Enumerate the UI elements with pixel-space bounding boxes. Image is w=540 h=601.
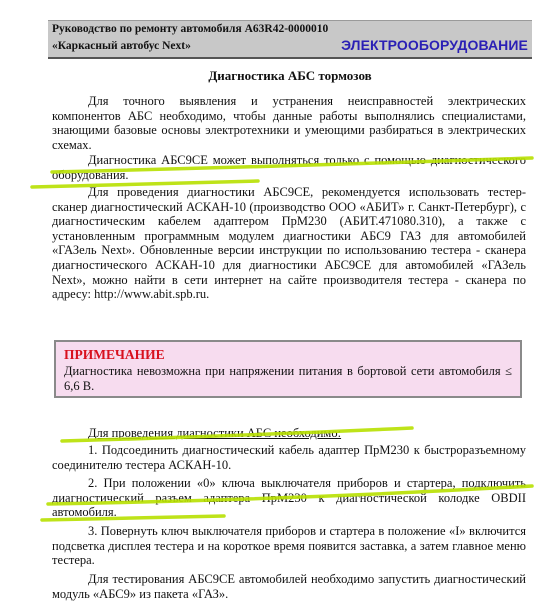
step-1: 1. Подсоединить диагностический кабель адаптер ПрМ230 к быстроразъемному соединителю тестера АСКАН-10.: [52, 443, 526, 472]
page-title: Диагностика АБС тормозов: [208, 68, 372, 83]
steps-heading: Для проведения диагностики АБС необходимо:: [88, 426, 342, 440]
step-4: Для тестирования АБС9СЕ автомобилей необходимо запустить диагностический модуль «АБС9» из пакета «ГАЗ».: [52, 572, 526, 601]
section-title: ЭЛЕКТРООБОРУДОВАНИЕ: [341, 37, 528, 53]
note-text: Диагностика невозможна при напряжении питания в бортовой сети автомобиля ≤ 6,6 В.: [64, 364, 512, 393]
note-box: [54, 340, 522, 398]
manual-title: Руководство по ремонту автомобиля А63R42-0000010: [52, 23, 329, 35]
step-3: 3. Повернуть ключ выключателя приборов и стартера в положение «I» включится подсветка дисплея тестера и на короткое время появится заставка, а затем главное меню тестера.: [52, 524, 526, 568]
document-header: [48, 20, 532, 59]
paragraph-equipment: Диагностика АБС9СЕ может выполняться только с помощью диагностического оборудования.: [52, 153, 526, 182]
paragraph-scanner: Для проведения диагностики АБС9СЕ, рекомендуется использовать тестер-сканер диагностический АСКАН-10 (производство ООО «АБИТ» г. Санкт-Петербург), с диагностическим кабелем адаптером ПрМ230 (АБИТ.471080.310), а также с установленным программным модулем диагностики АБС9 ГАЗ для автомобилей «ГАЗель Next». Обновленные версии инструкции по использованию тестера - сканера диагностического АСКАН-10 для диагностики АБС9СЕ для автомобилей «ГАЗель Next», можно найти в сети интернет на сайте производителя тестера - сканера по адресу: http://www.abit.spb.ru.: [52, 185, 526, 302]
vehicle-name: «Каркасный автобус Next»: [52, 40, 191, 52]
paragraph-intro: Для точного выявления и устранения неисправностей электрических компонентов АБС необходимо, чтобы данные работы выполнялись специалистами, знающими базовые основы электротехники и умеющими разбираться в электрических схемах.: [52, 94, 526, 152]
step-2: 2. При положении «0» ключа выключателя приборов и стартера, подключить диагностический разъем адаптера ПрМ230 к диагностической колодке OBDII автомобиля.: [52, 476, 526, 520]
note-title: ПРИМЕЧАНИЕ: [64, 347, 165, 362]
